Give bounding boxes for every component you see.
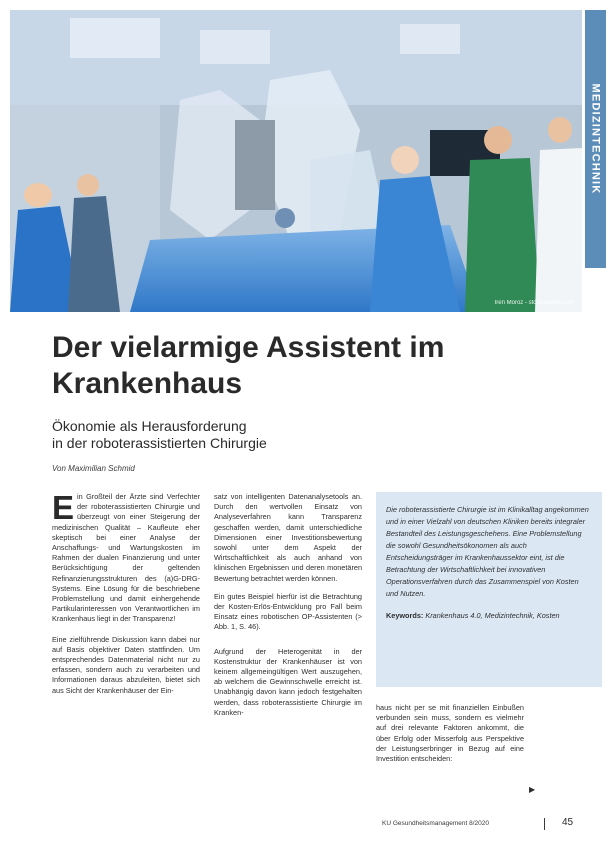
photo-credit: Iren Moroz - stock.adobe.com <box>494 300 574 306</box>
byline: Von Maximilian Schmid <box>52 464 135 473</box>
drop-cap: E <box>52 489 75 526</box>
paragraph: Ein Großteil der Ärzte sind Verfechter der roboterassistierten Chirurgie und überzeugt von einer Steigerung der medizinischen Qualität – Kaufleute eher skeptisch bei einer Analyse der Anschaffungs- und Wartungskosten im Rahmen der dualen Finanzierung und unter Berücksichtigung der geltenden Refinanzierungsstrukturen des (a)G-DRG-Systems. Eine Lösung für die beschriebene Problemstellung und damit einhergehende Partikularinteressen von Verantwortlichen im Krankenhaus liegt in der Transparenz! <box>52 489 200 624</box>
footer-journal: KU Gesundheitsmanagement 8/2020 <box>382 820 489 827</box>
header-photo <box>10 10 582 312</box>
subtitle-line-1: Ökonomie als Herausforderung <box>52 418 247 434</box>
abstract-text: Die roboterassistierte Chirurgie ist im Klinikalltag angekommen und in einer Vielzahl von deutschen Kliniken bereits integraler Bestandteil des Leistungsgeschehens. Eine Problemstellung die sowohl Gesundheitsökonomen als auch Entscheidungsträger im Krankenhaussektor eint, ist die Betrachtung der Wirtschaftlichkeit bei innovativen Operationsverfahren durch das Zusammenspiel von Kosten und Nutzen. <box>386 505 589 598</box>
continue-arrow-icon: ▶ <box>529 785 536 794</box>
abstract-box <box>376 492 602 687</box>
paragraph: haus nicht per se mit finanziellen Einbußen verbunden sein muss, sondern es vielmehr auf drei relevante Faktoren ankommt, die über Erfolg oder Misserfolg aus Perspektive der Leistungserbringer in Bezug auf eine Investition entscheiden: <box>376 703 524 764</box>
article-subtitle <box>52 418 452 452</box>
keywords-label: Keywords: <box>386 611 424 620</box>
operating-room-illustration <box>10 10 582 312</box>
keywords-list: Krankenhaus 4.0, Medizintechnik, Kosten <box>423 611 560 620</box>
text-column-1 <box>52 489 200 704</box>
section-tab <box>585 10 606 268</box>
footer-divider <box>544 818 545 830</box>
text-column-2 <box>214 492 362 726</box>
paragraph: satz von intelligenten Datenanalysetools an. Durch den wertvollen Einsatz von Analyseverfahren kann Transparenz geschaffen werden, damit unterschiedliche Dimensionen einer Investitionsbewertung sowohl unter dem Aspekt der Wirtschaftlichkeit als auch anhand von klinischen Ergebnissen und deren monetären Bewertung betrachtet werden können. <box>214 492 362 583</box>
subtitle-line-2: in der roboterassistierten Chirurgie <box>52 435 267 451</box>
article-title: Der vielarmige Assistent im Krankenhaus <box>52 331 445 400</box>
paragraph: Ein gutes Beispiel hierfür ist die Betrachtung der Kosten-Erlös-Entwicklung pro Fall beim Einsatz eines robotischen OP-Assistenten (> Abb. 1, S. 46). <box>214 591 362 632</box>
paragraph: Aufgrund der Heterogenität in der Kostenstruktur der Krankenhäuser ist von keinem allgemeingültigen Wert auszugehen, ab welchem die Gewinnschwelle erreicht ist. Unabhängig davon kann jedoch festgehalten werden, dass roboterassistierte Chirurgie im Kranken- <box>214 646 362 717</box>
paragraph: Eine zielführende Diskussion kann dabei nur auf Basis objektiver Daten stattfinden. Um entsprechendes Datenmaterial nicht nur zu erfassen, sondern auch zu verarbeiten und Informationen daraus abzuleiten, bietet sich aus Sicht der Krankenhäuser der Ein- <box>52 634 200 695</box>
keywords <box>386 610 592 622</box>
page-number: 45 <box>562 817 574 828</box>
section-label: MEDIZINTECHNIK <box>589 83 602 195</box>
text-column-3 <box>376 703 524 772</box>
